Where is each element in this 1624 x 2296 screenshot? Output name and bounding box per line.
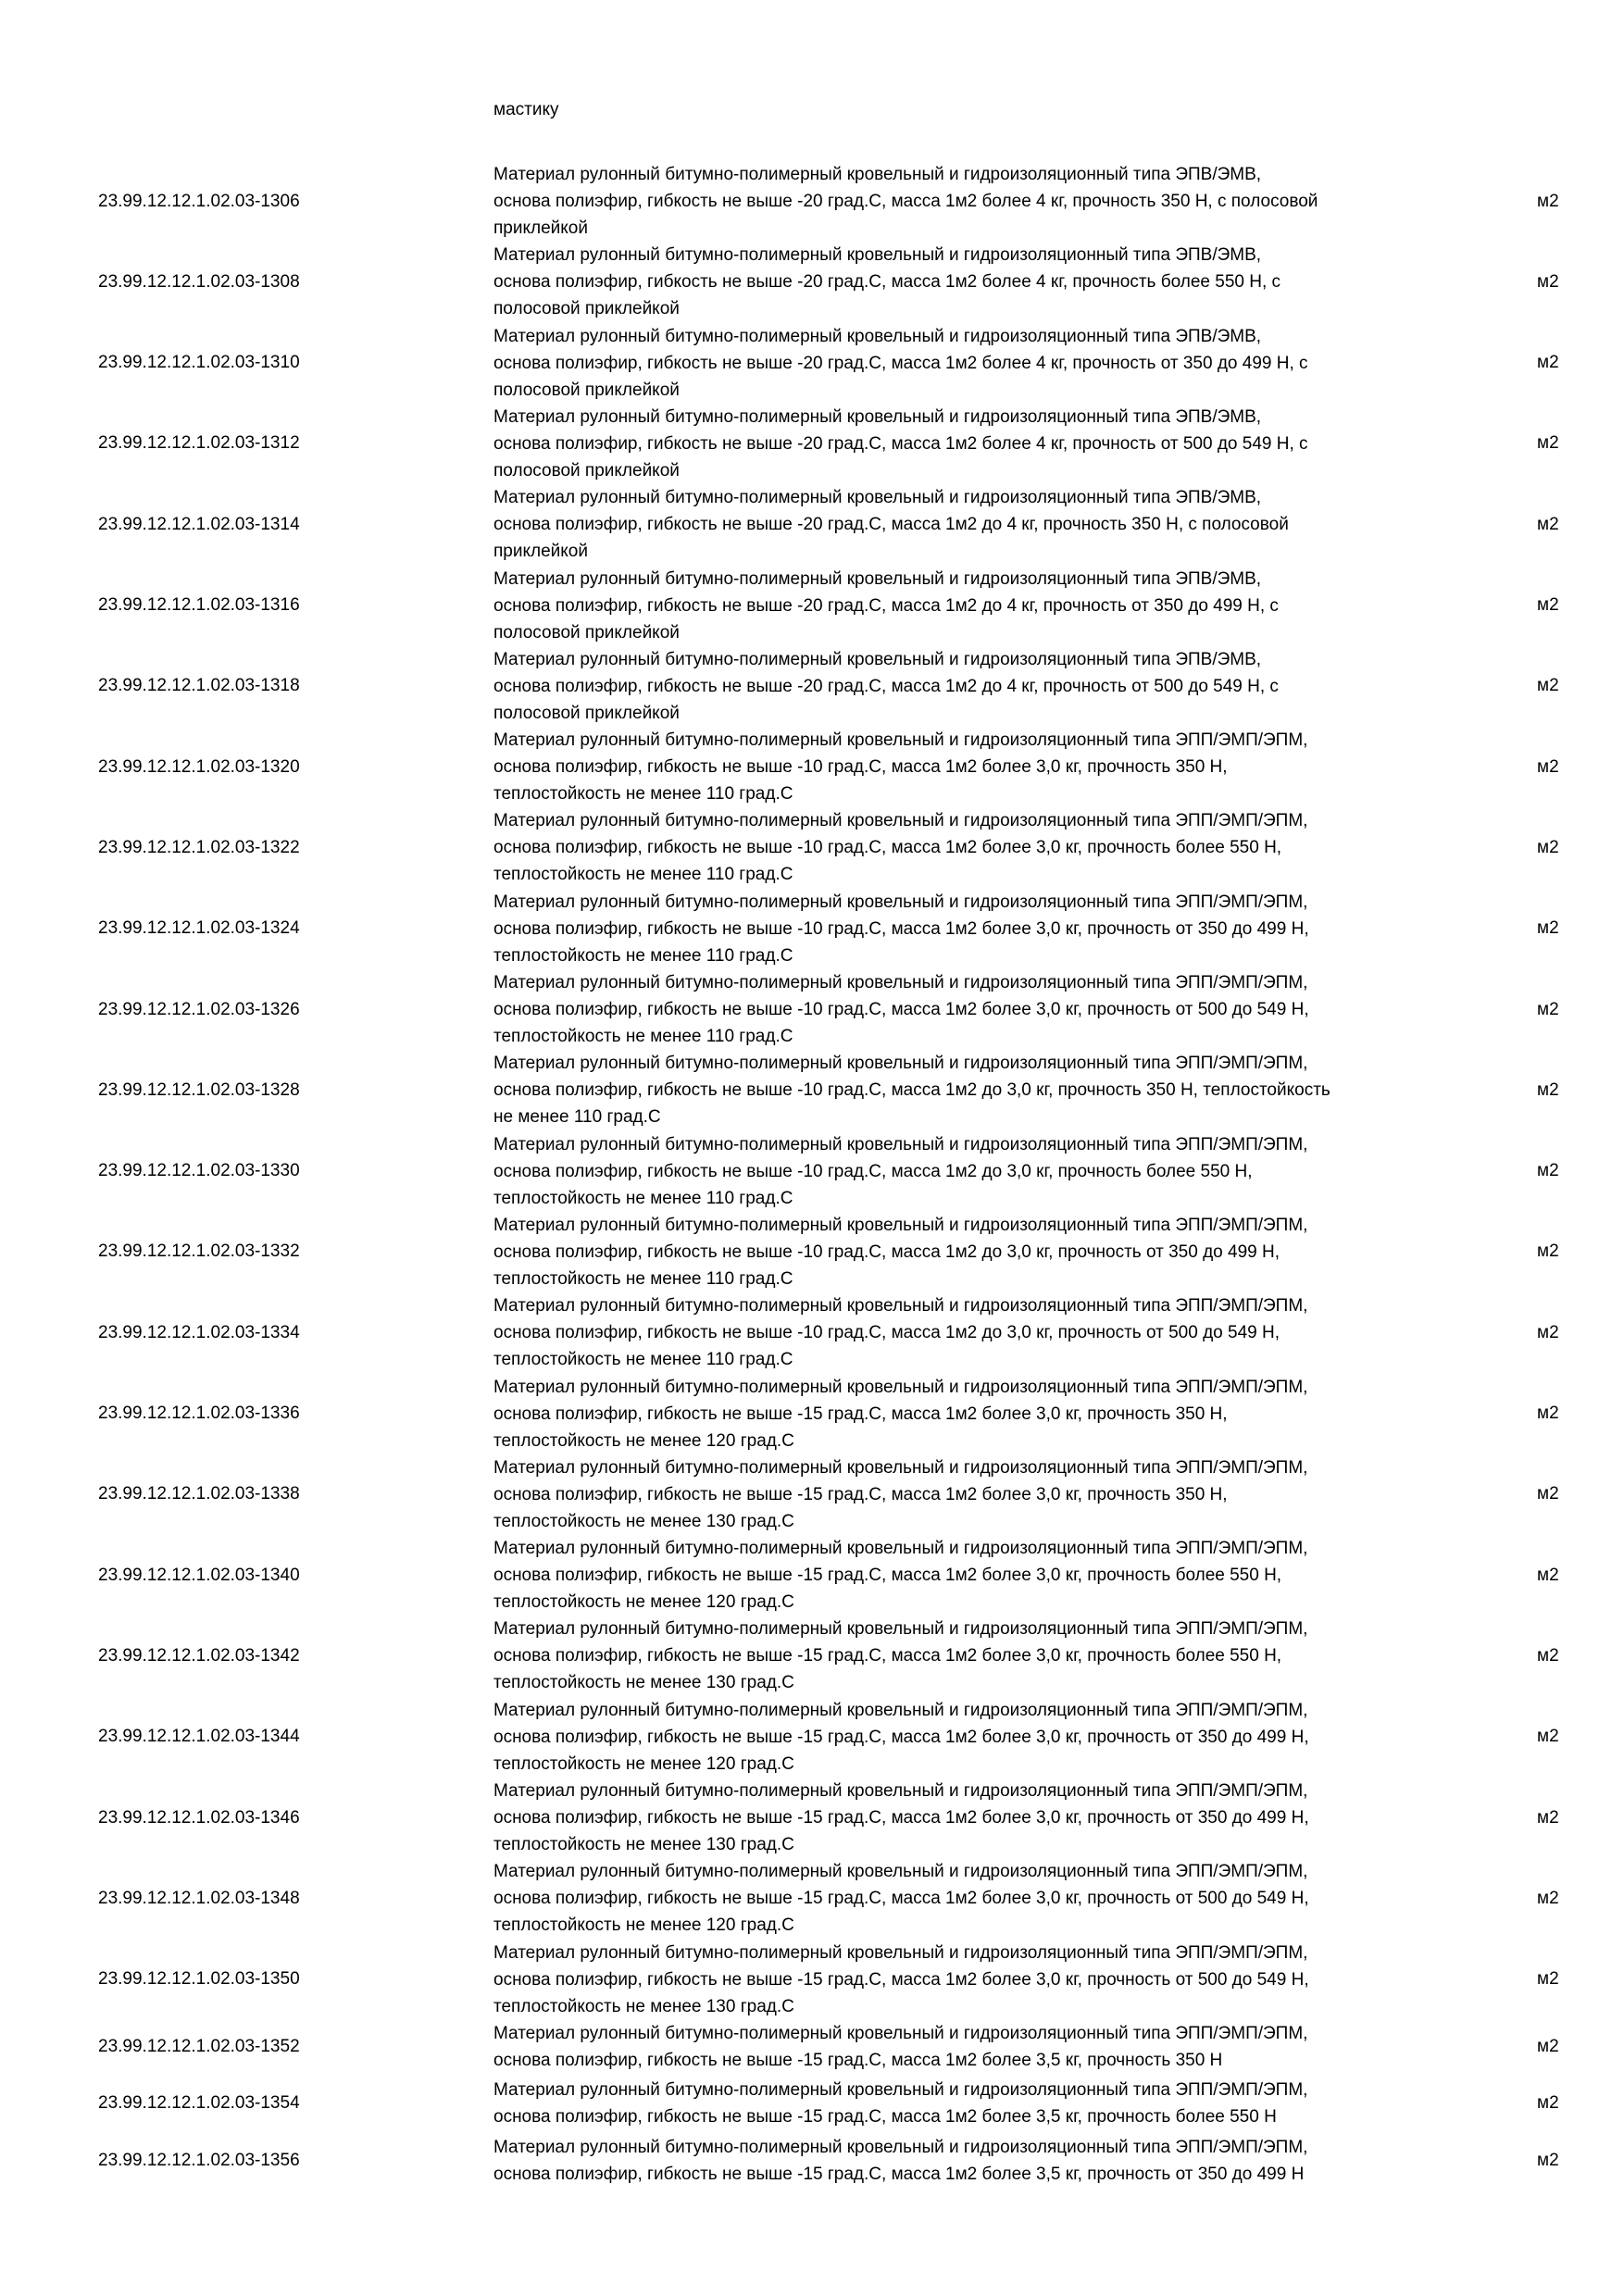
material-code: 23.99.12.12.1.02.03-1318	[98, 676, 300, 696]
material-code: 23.99.12.12.1.02.03-1310	[98, 353, 300, 373]
description-line: Материал рулонный битумно-полимерный кровельный и гидроизоляционный типа ЭПВ/ЭМВ,	[493, 326, 1262, 346]
material-description	[493, 889, 1456, 969]
table-row	[0, 1292, 1624, 1373]
description-line: теплостойкость не менее 120 град.С	[493, 1592, 794, 1613]
description-line: Материал рулонный битумно-полимерный кровельный и гидроизоляционный типа ЭПП/ЭМП/ЭПМ,	[493, 2023, 1308, 2043]
material-description	[493, 727, 1456, 807]
description-line: Материал рулонный битумно-полимерный кровельный и гидроизоляционный типа ЭПП/ЭМП/ЭПМ,	[493, 1862, 1308, 1882]
table-row	[0, 1778, 1624, 1858]
unit-of-measure: м2	[1537, 353, 1559, 373]
material-code: 23.99.12.12.1.02.03-1352	[98, 2036, 300, 2056]
description-line: Материал рулонный битумно-полимерный кровельный и гидроизоляционный типа ЭПВ/ЭМВ,	[493, 245, 1262, 266]
unit-of-measure: м2	[1537, 999, 1559, 1019]
material-description	[493, 242, 1456, 322]
material-code: 23.99.12.12.1.02.03-1332	[98, 1242, 300, 1262]
unit-of-measure: м2	[1537, 1565, 1559, 1585]
description-line: основа полиэфир, гибкость не выше -15 град.С, масса 1м2 более 3,0 кг, прочность от 350 до 499 Н,	[493, 1808, 1309, 1828]
table-row	[0, 1050, 1624, 1130]
table-row	[0, 2077, 1624, 2130]
description-line: не менее 110 град.С	[493, 1107, 661, 1128]
description-line: приклейкой	[493, 218, 588, 238]
unit-of-measure: м2	[1537, 1322, 1559, 1342]
description-line: основа полиэфир, гибкость не выше -20 град.С, масса 1м2 более 4 кг, прочность от 350 до 499 Н, с	[493, 353, 1308, 373]
table-row	[0, 646, 1624, 727]
material-code: 23.99.12.12.1.02.03-1326	[98, 999, 300, 1019]
description-line: основа полиэфир, гибкость не выше -10 град.С, масса 1м2 до 3,0 кг, прочность от 350 до 499 Н,	[493, 1242, 1280, 1262]
material-description	[493, 1778, 1456, 1858]
unit-of-measure: м2	[1537, 2036, 1559, 2056]
material-description	[493, 1212, 1456, 1292]
table-row	[0, 2020, 1624, 2074]
material-description	[493, 1131, 1456, 1212]
material-code: 23.99.12.12.1.02.03-1356	[98, 2150, 300, 2170]
table-row	[0, 1131, 1624, 1212]
unit-of-measure: м2	[1537, 676, 1559, 696]
table-row	[0, 1616, 1624, 1696]
unit-of-measure: м2	[1537, 1161, 1559, 1181]
unit-of-measure: м2	[1537, 1645, 1559, 1666]
description-line: основа полиэфир, гибкость не выше -15 град.С, масса 1м2 более 3,0 кг, прочность от 500 до 549 Н,	[493, 1889, 1309, 1909]
material-code: 23.99.12.12.1.02.03-1308	[98, 271, 300, 292]
description-line: основа полиэфир, гибкость не выше -15 град.С, масса 1м2 более 3,0 кг, прочность более 550 Н,	[493, 1566, 1282, 1586]
description-line: Материал рулонный битумно-полимерный кровельный и гидроизоляционный типа ЭПВ/ЭМВ,	[493, 406, 1262, 427]
material-code: 23.99.12.12.1.02.03-1322	[98, 837, 300, 857]
description-line: Материал рулонный битумно-полимерный кровельный и гидроизоляционный типа ЭПП/ЭМП/ЭПМ,	[493, 1781, 1308, 1801]
material-code: 23.99.12.12.1.02.03-1344	[98, 1727, 300, 1747]
description-line: Материал рулонный битумно-полимерный кровельный и гидроизоляционный типа ЭПП/ЭМП/ЭПМ,	[493, 1377, 1308, 1397]
description-line: основа полиэфир, гибкость не выше -10 град.С, масса 1м2 более 3,0 кг, прочность от 350 до 499 Н,	[493, 918, 1309, 939]
material-code: 23.99.12.12.1.02.03-1330	[98, 1161, 300, 1181]
table-row	[0, 242, 1624, 322]
material-description	[493, 2077, 1456, 2130]
description-line: теплостойкость не менее 120 град.С	[493, 1430, 794, 1451]
material-description	[493, 1940, 1456, 2020]
table-row	[0, 161, 1624, 242]
description-line: основа полиэфир, гибкость не выше -15 град.С, масса 1м2 более 3,0 кг, прочность 350 Н,	[493, 1484, 1228, 1504]
description-line: приклейкой	[493, 542, 588, 562]
description-line: Материал рулонный битумно-полимерный кровельный и гидроизоляционный типа ЭПП/ЭМП/ЭПМ,	[493, 892, 1308, 912]
description-line: основа полиэфир, гибкость не выше -20 град.С, масса 1м2 более 4 кг, прочность от 500 до 549 Н, с	[493, 433, 1308, 454]
description-line: теплостойкость не менее 130 град.С	[493, 1511, 794, 1531]
description-line: основа полиэфир, гибкость не выше -10 град.С, масса 1м2 более 3,0 кг, прочность более 550 Н,	[493, 838, 1282, 858]
table-row	[0, 1212, 1624, 1292]
description-line: теплостойкость не менее 110 град.С	[493, 784, 793, 805]
description-line: Материал рулонный битумно-полимерный кровельный и гидроизоляционный типа ЭПП/ЭМП/ЭПМ,	[493, 1134, 1308, 1154]
description-line: основа полиэфир, гибкость не выше -15 град.С, масса 1м2 более 3,0 кг, прочность более 550 Н,	[493, 1646, 1282, 1666]
unit-of-measure: м2	[1537, 1888, 1559, 1908]
description-line: Материал рулонный битумно-полимерный кровельный и гидроизоляционный типа ЭПП/ЭМП/ЭПМ,	[493, 973, 1308, 992]
material-code: 23.99.12.12.1.02.03-1324	[98, 918, 300, 939]
material-description	[493, 969, 1456, 1050]
description-line: основа полиэфир, гибкость не выше -15 град.С, масса 1м2 более 3,0 кг, прочность от 500 до 549 Н,	[493, 1969, 1309, 1990]
unit-of-measure: м2	[1537, 2093, 1559, 2114]
material-description	[493, 2020, 1456, 2074]
material-description	[493, 566, 1456, 646]
description-line: основа полиэфир, гибкость не выше -20 град.С, масса 1м2 более 4 кг, прочность более 550 Н, с	[493, 272, 1281, 293]
description-line: Материал рулонный битумно-полимерный кровельный и гидроизоляционный типа ЭПП/ЭМП/ЭПМ,	[493, 1619, 1308, 1640]
unit-of-measure: м2	[1537, 837, 1559, 857]
description-line: теплостойкость не менее 130 град.С	[493, 1996, 794, 2016]
description-line: основа полиэфир, гибкость не выше -10 град.С, масса 1м2 до 3,0 кг, прочность 350 Н, теплостойкость	[493, 1080, 1330, 1101]
material-description	[493, 323, 1456, 404]
description-line: основа полиэфир, гибкость не выше -20 град.С, масса 1м2 до 4 кг, прочность от 350 до 499 Н, с	[493, 595, 1279, 616]
description-line: основа полиэфир, гибкость не выше -10 град.С, масса 1м2 до 3,0 кг, прочность от 500 до 549 Н,	[493, 1323, 1280, 1343]
material-code: 23.99.12.12.1.02.03-1312	[98, 433, 300, 454]
unit-of-measure: м2	[1537, 1404, 1559, 1423]
description-line: Материал рулонный битумно-полимерный кровельный и гидроизоляционный типа ЭПП/ЭМП/ЭПМ,	[493, 1054, 1308, 1074]
material-description	[493, 1535, 1456, 1616]
unit-of-measure: м2	[1537, 1242, 1559, 1262]
unit-of-measure: м2	[1537, 1727, 1559, 1747]
material-description	[493, 646, 1456, 727]
description-line: Материал рулонный битумно-полимерный кровельный и гидроизоляционный типа ЭПП/ЭМП/ЭПМ,	[493, 1700, 1308, 1720]
material-code: 23.99.12.12.1.02.03-1346	[98, 1807, 300, 1828]
description-line: основа полиэфир, гибкость не выше -15 град.С, масса 1м2 более 3,5 кг, прочность более 550 Н	[493, 2107, 1277, 2128]
unit-of-measure: м2	[1537, 595, 1559, 615]
description-line: полосовой приклейкой	[493, 460, 680, 480]
material-code: 23.99.12.12.1.02.03-1338	[98, 1484, 300, 1504]
unit-of-measure: м2	[1537, 1807, 1559, 1828]
material-description	[493, 2134, 1456, 2188]
description-line: теплостойкость не менее 120 град.С	[493, 1915, 794, 1936]
description-line: теплостойкость не менее 120 град.С	[493, 1753, 794, 1774]
description-line: основа полиэфир, гибкость не выше -15 град.С, масса 1м2 более 3,5 кг, прочность 350 Н	[493, 2050, 1223, 2070]
description-line: Материал рулонный битумно-полимерный кровельный и гидроизоляционный типа ЭПП/ЭМП/ЭПМ,	[493, 2080, 1308, 2101]
description-line: теплостойкость не менее 110 град.С	[493, 1350, 793, 1370]
description-line: теплостойкость не менее 130 град.С	[493, 1673, 794, 1693]
table-row	[0, 889, 1624, 969]
description-line: теплостойкость не менее 110 град.С	[493, 1188, 793, 1208]
material-code: 23.99.12.12.1.02.03-1342	[98, 1645, 300, 1666]
description-line: основа полиэфир, гибкость не выше -15 град.С, масса 1м2 более 3,0 кг, прочность от 350 до 499 Н,	[493, 1727, 1309, 1747]
material-code: 23.99.12.12.1.02.03-1334	[98, 1322, 300, 1342]
table-row	[0, 727, 1624, 807]
description-line: Материал рулонный битумно-полимерный кровельный и гидроизоляционный типа ЭПП/ЭМП/ЭПМ,	[493, 1539, 1308, 1559]
description-line: Материал рулонный битумно-полимерный кровельный и гидроизоляционный типа ЭПП/ЭМП/ЭПМ,	[493, 730, 1308, 751]
unit-of-measure: м2	[1537, 433, 1559, 454]
material-code: 23.99.12.12.1.02.03-1348	[98, 1888, 300, 1908]
table-row	[0, 1374, 1624, 1454]
table-row	[0, 1697, 1624, 1778]
description-line: полосовой приклейкой	[493, 299, 680, 319]
description-line: теплостойкость не менее 130 град.С	[493, 1835, 794, 1854]
table-row	[0, 484, 1624, 565]
material-description	[493, 161, 1456, 242]
description-line: Материал рулонный битумно-полимерный кровельный и гидроизоляционный типа ЭПВ/ЭМВ,	[493, 568, 1262, 589]
material-description	[493, 1858, 1456, 1939]
material-description	[493, 1454, 1456, 1535]
material-description	[493, 404, 1456, 484]
material-code: 23.99.12.12.1.02.03-1354	[98, 2093, 300, 2114]
description-line: основа полиэфир, гибкость не выше -10 град.С, масса 1м2 более 3,0 кг, прочность 350 Н,	[493, 757, 1228, 778]
description-line: Материал рулонный битумно-полимерный кровельный и гидроизоляционный типа ЭПВ/ЭМВ,	[493, 649, 1262, 669]
material-code: 23.99.12.12.1.02.03-1306	[98, 191, 300, 211]
table-row	[0, 1940, 1624, 2020]
material-description	[493, 1292, 1456, 1373]
material-code: 23.99.12.12.1.02.03-1316	[98, 595, 300, 615]
description-line: Материал рулонный битумно-полимерный кровельный и гидроизоляционный типа ЭПВ/ЭМВ,	[493, 165, 1262, 184]
unit-of-measure: м2	[1537, 191, 1559, 211]
table-row	[0, 807, 1624, 888]
description-line: теплостойкость не менее 110 град.С	[493, 945, 793, 966]
table-row	[0, 566, 1624, 646]
unit-of-measure: м2	[1537, 918, 1559, 939]
description-line: основа полиэфир, гибкость не выше -20 град.С, масса 1м2 до 4 кг, прочность 350 Н, с полосовой	[493, 515, 1289, 535]
description-line: теплостойкость не менее 110 град.С	[493, 865, 793, 885]
continued-text-fragment: мастику	[493, 100, 559, 119]
table-row	[0, 2134, 1624, 2188]
unit-of-measure: м2	[1537, 2150, 1559, 2170]
material-code: 23.99.12.12.1.02.03-1314	[98, 514, 300, 534]
material-description	[493, 1616, 1456, 1696]
description-line: Материал рулонный битумно-полимерный кровельный и гидроизоляционный типа ЭПП/ЭМП/ЭПМ,	[493, 811, 1308, 831]
material-code: 23.99.12.12.1.02.03-1350	[98, 1969, 300, 1990]
material-code: 23.99.12.12.1.02.03-1336	[98, 1404, 300, 1423]
description-line: Материал рулонный битумно-полимерный кровельный и гидроизоляционный типа ЭПП/ЭМП/ЭПМ,	[493, 1296, 1308, 1316]
description-line: основа полиэфир, гибкость не выше -15 град.С, масса 1м2 более 3,0 кг, прочность 350 Н,	[493, 1404, 1228, 1424]
unit-of-measure: м2	[1537, 756, 1559, 777]
material-code: 23.99.12.12.1.02.03-1320	[98, 756, 300, 777]
description-line: основа полиэфир, гибкость не выше -10 град.С, масса 1м2 до 3,0 кг, прочность более 550 Н,	[493, 1161, 1253, 1181]
unit-of-measure: м2	[1537, 1079, 1559, 1100]
description-line: Материал рулонный битумно-полимерный кровельный и гидроизоляционный типа ЭПП/ЭМП/ЭПМ,	[493, 1457, 1308, 1478]
description-line: теплостойкость не менее 110 град.С	[493, 1268, 793, 1289]
material-description	[493, 1050, 1456, 1130]
description-line: Материал рулонный битумно-полимерный кровельный и гидроизоляционный типа ЭПП/ЭМП/ЭПМ,	[493, 1942, 1308, 1963]
description-line: полосовой приклейкой	[493, 380, 680, 400]
unit-of-measure: м2	[1537, 1484, 1559, 1504]
table-row	[0, 404, 1624, 484]
description-line: основа полиэфир, гибкость не выше -20 град.С, масса 1м2 более 4 кг, прочность 350 Н, с полосовой	[493, 192, 1318, 211]
description-line: основа полиэфир, гибкость не выше -15 град.С, масса 1м2 более 3,5 кг, прочность от 350 до 499 Н	[493, 2164, 1305, 2184]
table-row	[0, 1858, 1624, 1939]
description-line: Материал рулонный битумно-полимерный кровельный и гидроизоляционный типа ЭПП/ЭМП/ЭПМ,	[493, 1215, 1308, 1235]
material-description	[493, 1374, 1456, 1454]
material-code: 23.99.12.12.1.02.03-1328	[98, 1079, 300, 1100]
description-line: основа полиэфир, гибкость не выше -10 град.С, масса 1м2 более 3,0 кг, прочность от 500 до 549 Н,	[493, 1000, 1309, 1019]
material-description	[493, 484, 1456, 565]
unit-of-measure: м2	[1537, 1969, 1559, 1990]
material-description	[493, 1697, 1456, 1778]
table-row	[0, 1535, 1624, 1616]
description-line: Материал рулонный битумно-полимерный кровельный и гидроизоляционный типа ЭПП/ЭМП/ЭПМ,	[493, 2137, 1308, 2157]
table-row	[0, 1454, 1624, 1535]
unit-of-measure: м2	[1537, 514, 1559, 534]
table-row	[0, 323, 1624, 404]
table-row	[0, 969, 1624, 1050]
material-description	[493, 807, 1456, 888]
material-code: 23.99.12.12.1.02.03-1340	[98, 1565, 300, 1585]
description-line: основа полиэфир, гибкость не выше -20 град.С, масса 1м2 до 4 кг, прочность от 500 до 549 Н, с	[493, 676, 1279, 696]
description-line: полосовой приклейкой	[493, 703, 680, 723]
description-line: Материал рулонный битумно-полимерный кровельный и гидроизоляционный типа ЭПВ/ЭМВ,	[493, 488, 1262, 508]
unit-of-measure: м2	[1537, 271, 1559, 292]
description-line: теплостойкость не менее 110 град.С	[493, 1027, 793, 1046]
description-line: полосовой приклейкой	[493, 622, 680, 643]
